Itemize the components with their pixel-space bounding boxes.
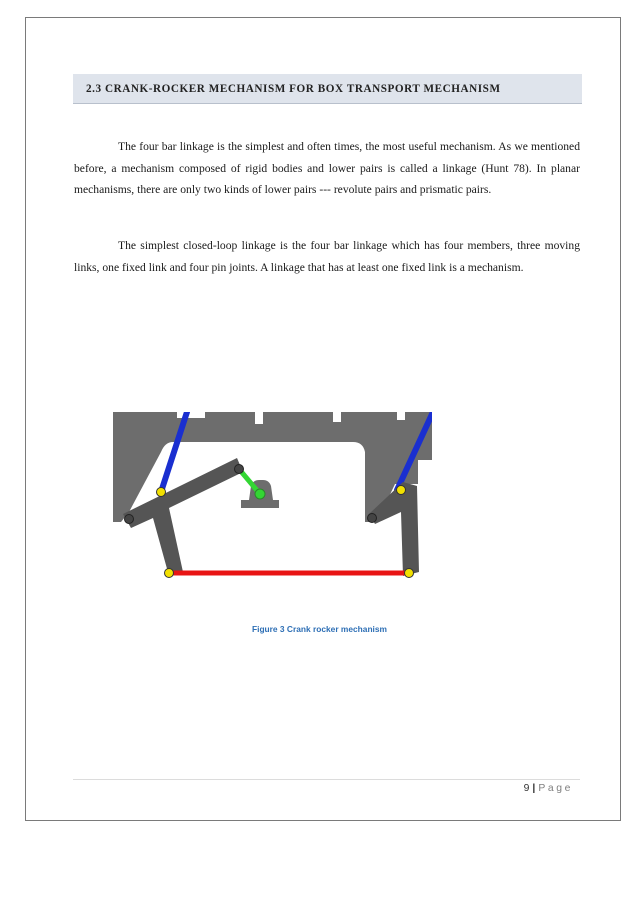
page-footer (524, 783, 573, 794)
crank-pivot (255, 489, 265, 499)
pivot-right-frame (368, 514, 377, 523)
footer-separator: | (532, 783, 536, 794)
page-number: 9 (523, 783, 530, 794)
pin-joint-left-lower (165, 569, 174, 578)
page-word: Page (538, 783, 573, 794)
pivot-left-frame (125, 515, 134, 524)
paragraph-1: The four bar linkage is the simplest and often times, the most useful mechanism. As we mentioned before, a mechanism composed of rigid bodies and lower pairs is called a linkage (Hunt 78). In planar mechanisms, there are only two kinds of lower pairs --- revolute pairs and prismatic pairs. (74, 140, 580, 196)
section-heading-box (73, 74, 582, 104)
pin-joint-right-lower (405, 569, 414, 578)
section-heading: 2.3 CRANK-ROCKER MECHANISM FOR BOX TRANSPORT MECHANISM (86, 82, 501, 95)
paragraph-2: The simplest closed-loop linkage is the four bar linkage which has four members, three moving links, one fixed link and four pin joints. A linkage that has at least one fixed link is a mechanism. (74, 239, 580, 274)
footer-rule (73, 779, 580, 780)
pin-joint-left-upper (157, 488, 166, 497)
pin-joint-right-upper (397, 486, 406, 495)
crank-rocker-figure (113, 412, 432, 584)
figure-caption: Figure 3 Crank rocker mechanism (252, 624, 387, 634)
pivot-coupler-crank (235, 465, 244, 474)
